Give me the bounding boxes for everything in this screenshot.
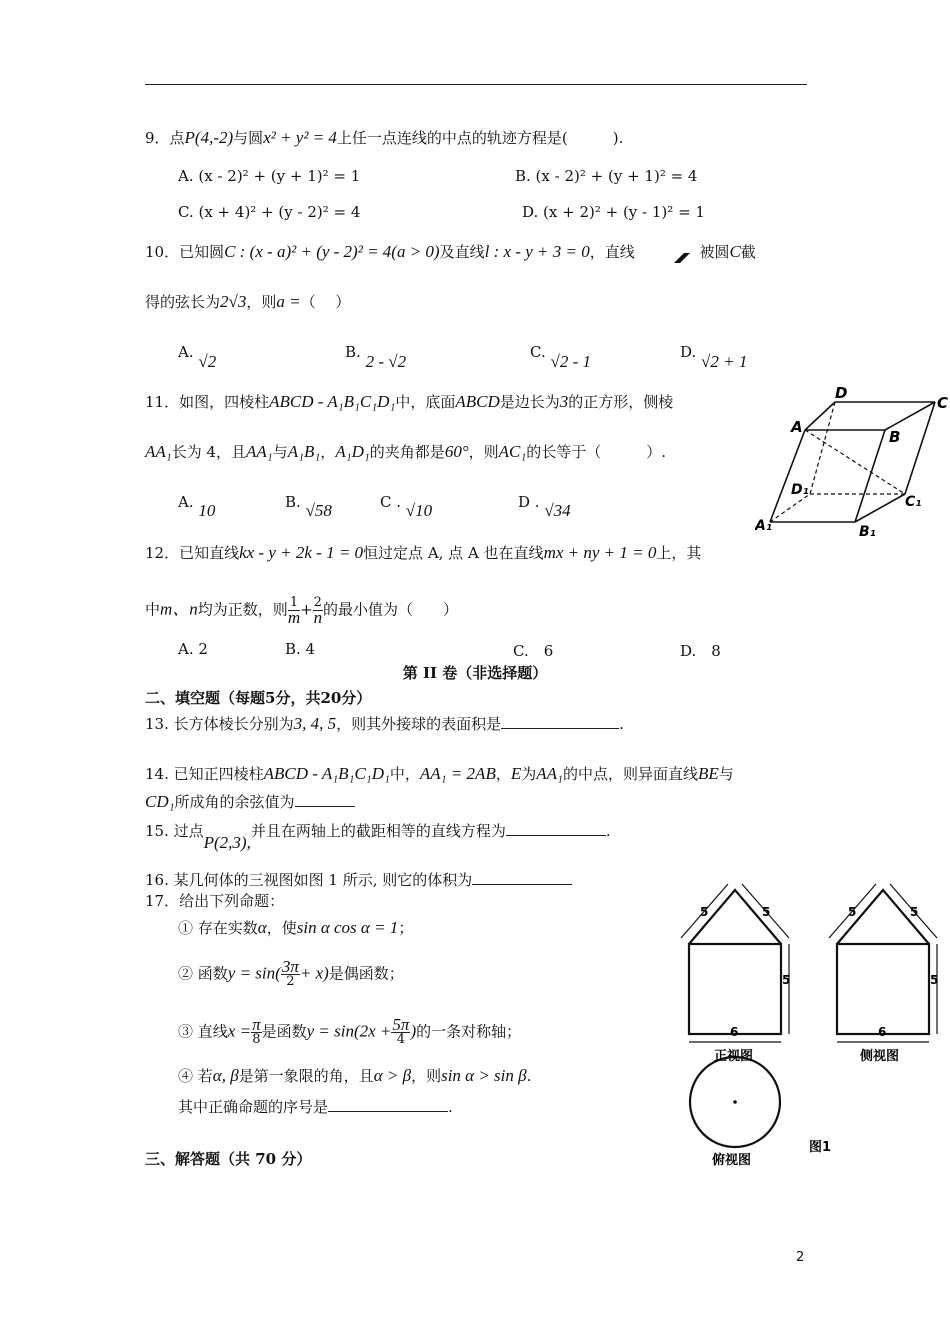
figure-label: 图1: [809, 1140, 832, 1155]
top-view-label: 俯视图: [712, 1153, 752, 1168]
q14-stem-line2: CD₁所成角的余弦值为: [145, 792, 355, 812]
q9-option-a: A. (x - 2)² + (y + 1)² = 1: [178, 167, 361, 185]
front-dim-5-left: 5: [700, 905, 709, 919]
edge-dd1: [810, 402, 835, 494]
fraction-1-over-m: $\frac{1}{m}$: [287, 595, 301, 627]
q9-option-d: D. (x + 2)² + (y - 1)² = 1: [522, 203, 705, 221]
q11-option-c: C . √10: [380, 493, 433, 520]
header-rule: [145, 84, 807, 85]
q17-prop-2: ② 函数y = sin( $\frac{3\pi}{2}$ + x)是偶函数；: [178, 957, 404, 989]
q17-conclusion: 其中正确命题的序号是 .: [178, 1098, 453, 1116]
front-view-square: [689, 944, 781, 1034]
q10-option-c: C. √2 - 1: [530, 343, 591, 371]
front-dim-5-height: 5: [782, 973, 791, 987]
q15-answer-blank[interactable]: [506, 821, 606, 836]
label-c1: C₁: [905, 494, 922, 510]
q9-stem: 9．点P(4,-2)与圆x² + y² = 4上任一点连线的中点的轨迹方程是( ).: [145, 128, 624, 147]
top-view-center-dot: [733, 1100, 737, 1104]
q17-stem: 17．给出下列命题：: [145, 892, 285, 910]
side-dim-5-height: 5: [930, 973, 939, 987]
q11-option-a: A. 10: [178, 493, 216, 520]
label-a1: A₁: [755, 518, 772, 534]
fill-in-header: 二、填空题（每题5分，共20分）: [145, 689, 372, 707]
q17-prop-4: ④ 若α, β是第一象限的角，且α > β，则sin α > sin β.: [178, 1066, 532, 1085]
q11-stem-line1: 11．如图，四棱柱ABCD - A₁B₁C₁D₁中，底面ABCD是边长为3的正方形，侧棱: [145, 392, 674, 411]
label-b1: B₁: [859, 524, 876, 540]
label-d: D: [835, 384, 848, 402]
q10-stem-line1: 10．已知圆C : (x - a)² + (y - 2)² = 4(a > 0)及直线l : x - y + 3 = 0，直线 被圆C截: [145, 242, 756, 262]
q11-stem-line2: AA₁长为 4，且AA₁与A₁B₁，A₁D₁的夹角都是60°，则AC₁的长等于（ ）.: [145, 442, 667, 461]
q10-stem-line2: 得的弦长为2√3，则a =（ ）: [145, 292, 351, 311]
q10-option-d: D. √2 + 1: [680, 343, 748, 371]
slash-mark-icon: [670, 249, 694, 265]
q11-option-d: D . √34: [518, 493, 571, 520]
q12-stem-line2: 中m、n均为正数，则 $\frac{1}{m}$ + $\frac{2}{n}$ 的最小值为（ ）: [145, 595, 458, 627]
q12-option-d: D. 8: [680, 642, 721, 660]
side-view-square: [837, 944, 929, 1034]
q15-stem: 15. 过点P(2,3),并且在两轴上的截距相等的直线方程为 .: [145, 822, 611, 852]
side-dim-6: 6: [878, 1025, 887, 1039]
label-d1: D₁: [791, 482, 809, 498]
three-view-figure: [672, 880, 950, 1170]
side-dim-5-right: 5: [910, 905, 919, 919]
q16-answer-blank[interactable]: [472, 870, 572, 885]
q10-option-b: B. 2 - √2: [345, 343, 407, 371]
label-c: C: [937, 394, 949, 412]
side-dim-5-left: 5: [848, 905, 857, 919]
front-dim-6: 6: [730, 1025, 739, 1039]
q9-option-b: B. (x - 2)² + (y + 1)² = 4: [515, 167, 698, 185]
q13-answer-blank[interactable]: [501, 714, 619, 729]
q17-prop-3: ③ 直线x = $\frac{\pi}{8}$ 是函数y = sin(2x + $\frac{5\pi}{4}$ )的一条对称轴；: [178, 1015, 522, 1047]
fraction-5pi-over-4: $\frac{5\pi}{4}$: [392, 1015, 410, 1047]
q17-answer-blank[interactable]: [328, 1097, 448, 1112]
q12-option-b: B. 4: [285, 640, 316, 658]
prism-figure: [755, 382, 950, 542]
q11-option-b: B. √58: [285, 493, 332, 520]
side-view-label: 侧视图: [860, 1049, 900, 1064]
edge-ad: [805, 402, 835, 430]
section-2-title: 第 II 卷（非选择题）: [402, 664, 548, 682]
fraction-pi-over-8: $\frac{\pi}{8}$: [252, 1015, 261, 1047]
q10-option-a: A. √2: [178, 343, 217, 371]
q14-answer-blank[interactable]: [295, 792, 355, 807]
fraction-3pi-over-2: $\frac{3\pi}{2}$: [281, 957, 299, 989]
q14-stem-line1: 14. 已知正四棱柱ABCD - A₁B₁C₁D₁中，AA₁ = 2AB，E为AA₁的中点，则异面直线BE与: [145, 764, 734, 783]
edge-aa1: [770, 430, 805, 522]
label-b: B: [889, 428, 901, 446]
q9-option-c: C. (x + 4)² + (y - 2)² = 4: [178, 203, 361, 221]
q12-option-c: C. 6: [513, 642, 554, 660]
answer-section-header: 三、解答题（共 70 分）: [145, 1150, 312, 1168]
front-view-label: 正视图: [714, 1049, 754, 1064]
q12-stem-line1: 12．已知直线kx - y + 2k - 1 = 0恒过定点 A, 点 A 也在直线mx + ny + 1 = 0上，其: [145, 543, 702, 562]
fraction-2-over-n: $\frac{2}{n}$: [313, 595, 323, 627]
q17-prop-1: ① 存在实数α，使sin α cos α = 1；: [178, 918, 414, 937]
front-dim-5-right: 5: [762, 905, 771, 919]
q16-stem: 16. 某几何体的三视图如图 1 所示, 则它的体积为: [145, 870, 572, 890]
label-a: A: [791, 418, 803, 436]
q13-stem: 13. 长方体棱长分别为3, 4, 5，则其外接球的表面积是 .: [145, 714, 624, 733]
page-number: 2: [796, 1250, 805, 1265]
q12-option-a: A. 2: [178, 640, 208, 658]
